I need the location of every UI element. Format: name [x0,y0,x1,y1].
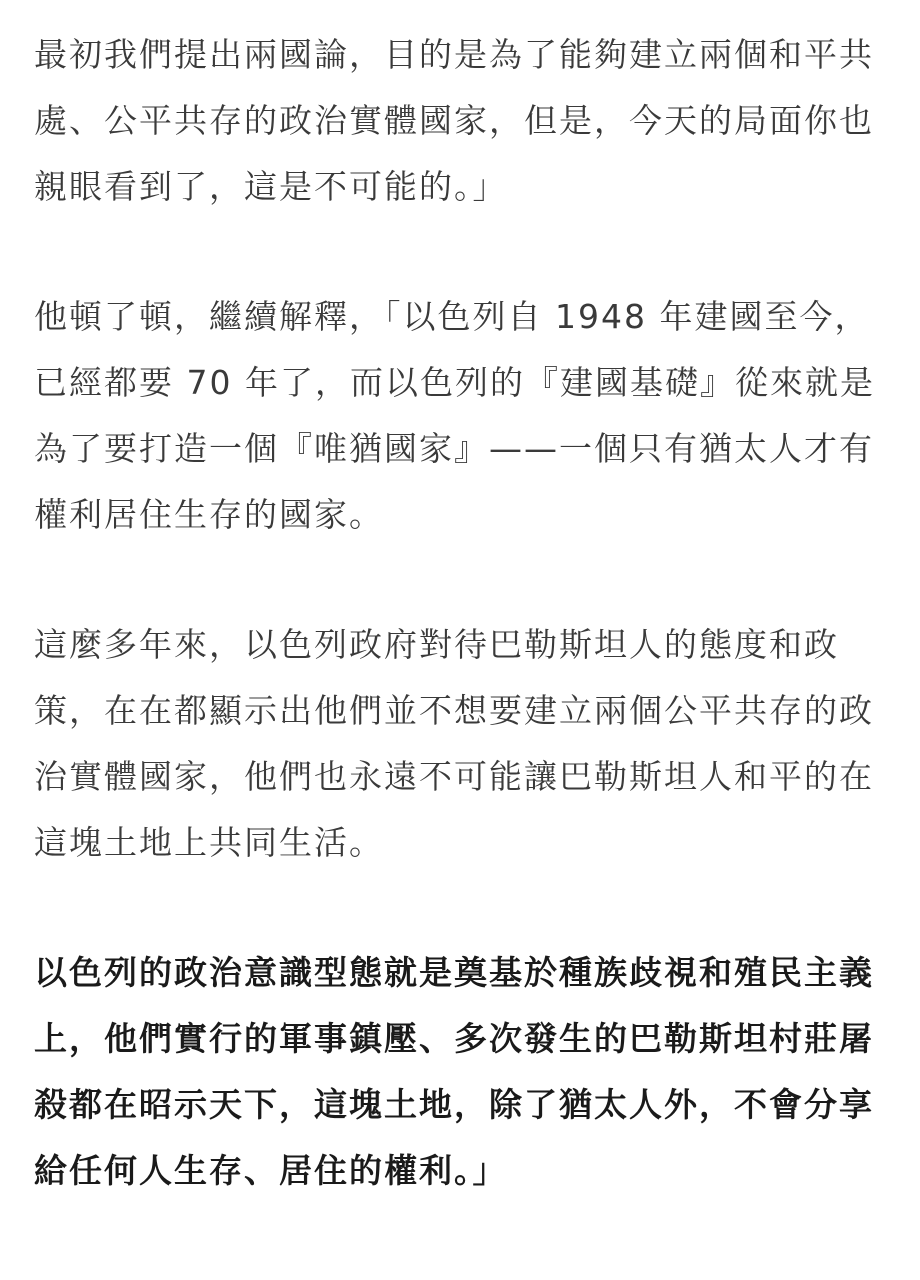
paragraph-4-bold: 以色列的政治意識型態就是奠基於種族歧視和殖民主義上，他們實行的軍事鎮壓、多次發生的巴勒斯坦村莊屠殺都在昭示天下，這塊土地，除了猶太人外，不會分享給任何人生存、居住的權利。」 [34,953,874,1190]
paragraph-3: 這麼多年來，以色列政府對待巴勒斯坦人的態度和政策，在在都顯示出他們並不想要建立兩個公平共存的政治實體國家，他們也永遠不可能讓巴勒斯坦人和平的在這塊土地上共同生活。 [34,625,874,862]
paragraph-1: 最初我們提出兩國論，目的是為了能夠建立兩個和平共處、公平共存的政治實體國家，但是，今天的局面你也親眼看到了，這是不可能的。」 [34,35,874,206]
article-body [34,22,880,1204]
paragraph-2: 他頓了頓，繼續解釋，「以色列自 1948 年建國至今，已經都要 70 年了，而以色列的『建國基礎』從來就是為了要打造一個『唯猶國家』——一個只有猶太人才有權利居住生存的國家。 [34,297,875,534]
